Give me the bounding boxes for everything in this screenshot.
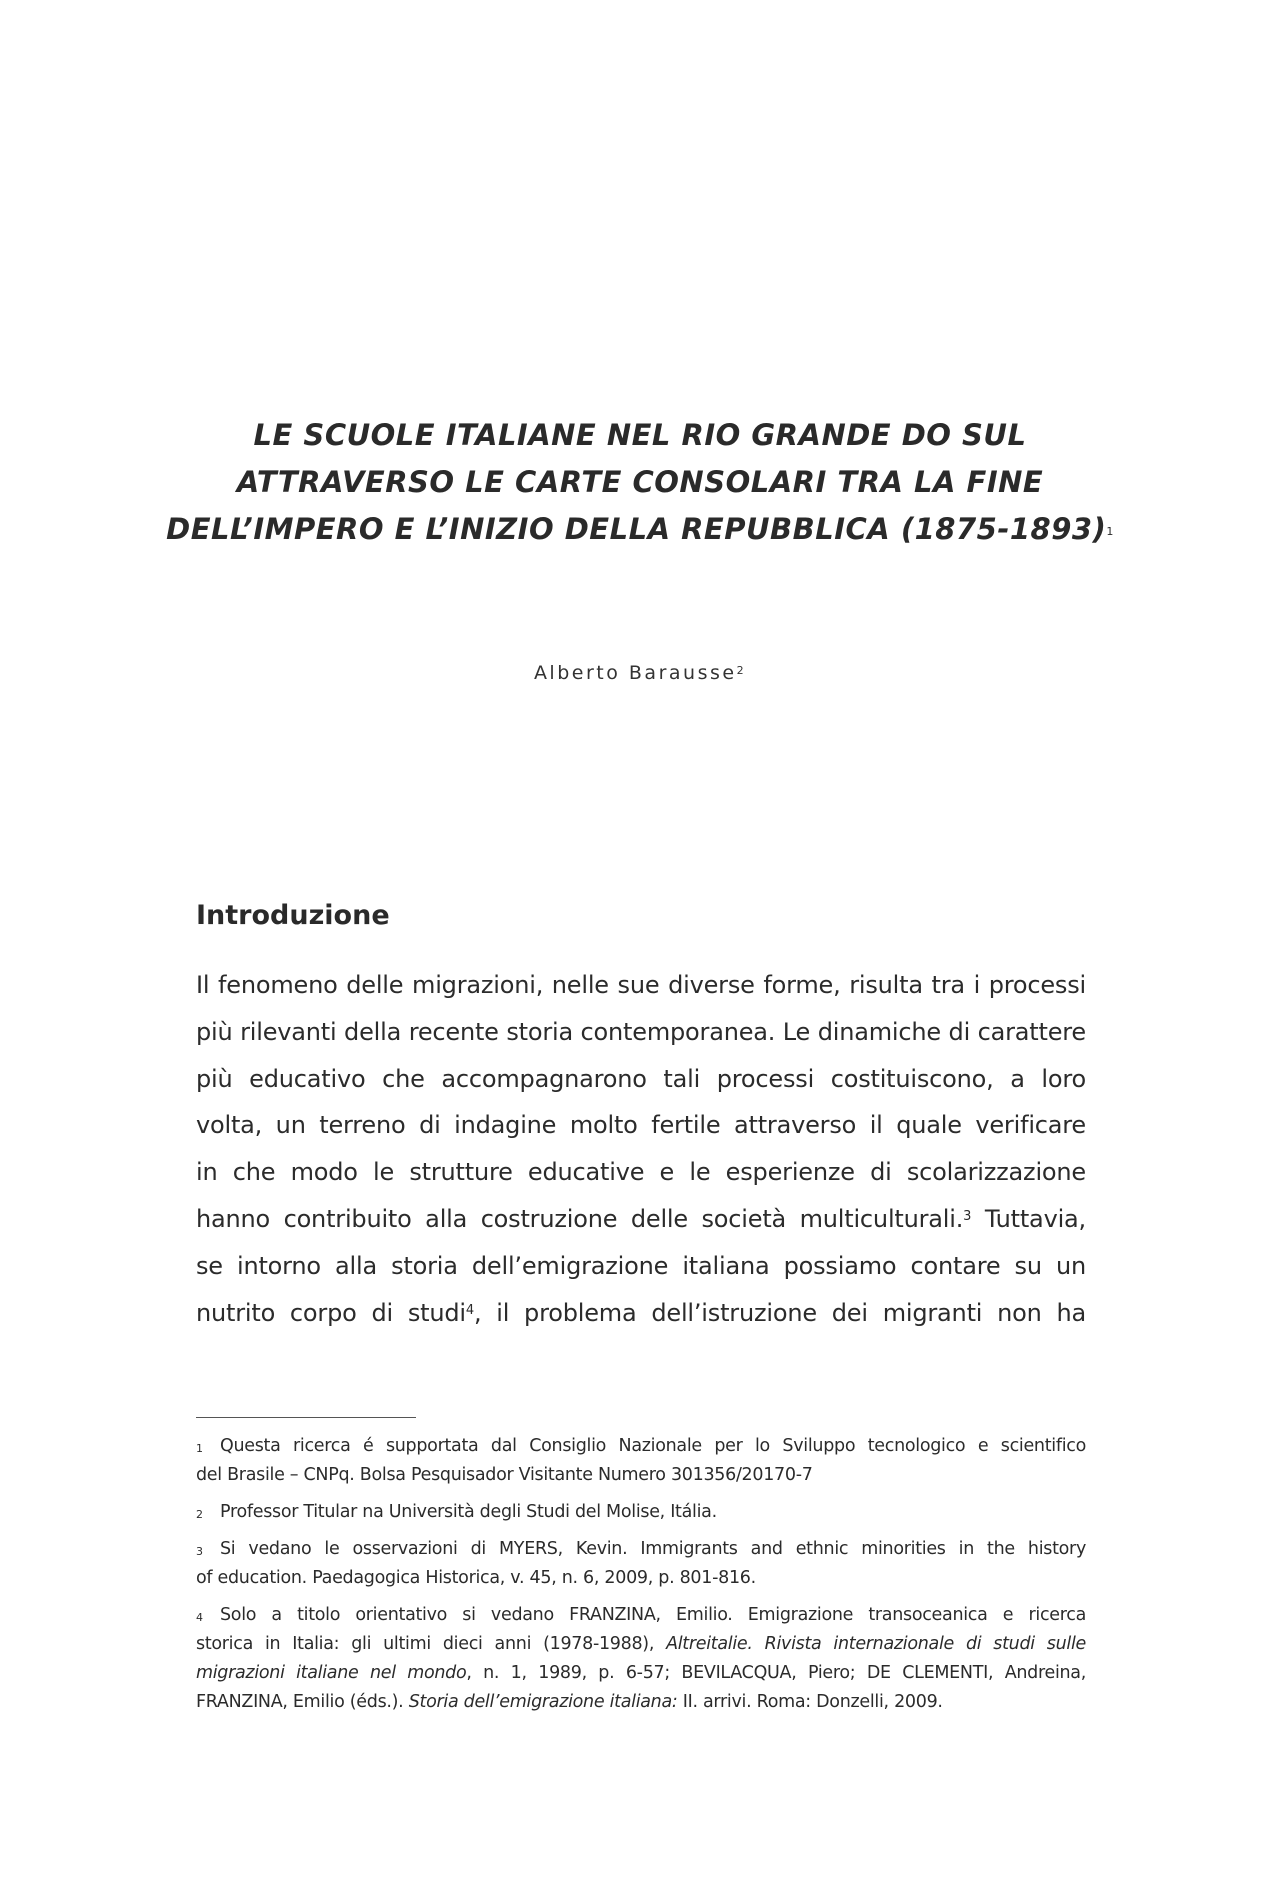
footnote-number: 3 xyxy=(196,1545,203,1558)
body-line-text: hanno contribuito alla costruzione delle società multiculturali. xyxy=(196,1204,964,1233)
body-line-text: nutrito corpo di studi xyxy=(196,1298,466,1327)
footnote-1 xyxy=(196,1432,1086,1490)
footnote-line: of education. Paedagogica Historica, v. 45, n. 6, 2009, p. 801-816. xyxy=(196,1568,756,1588)
title-line-1: LE SCUOLE ITALIANE NEL RIO GRANDE DO SUL xyxy=(253,418,1027,452)
footnote-italic-title: migrazioni italiane nel mondo xyxy=(196,1663,467,1683)
body-paragraph xyxy=(196,962,1086,1336)
footnote-number: 4 xyxy=(196,1611,203,1624)
footnote-3 xyxy=(196,1535,1086,1593)
footnote-ref-3[interactable]: 3 xyxy=(963,1208,972,1224)
title-footnote-marker[interactable]: 1 xyxy=(1106,525,1114,538)
body-line-text: , il problema dell’istruzione dei migranti non ha xyxy=(473,1298,1087,1327)
body-line: Il fenomeno delle migrazioni, nelle sue diverse forme, risulta tra i processi xyxy=(196,971,1086,999)
footnote-italic-title: Storia dell’emigrazione italiana: xyxy=(408,1692,678,1712)
footnote-text: Solo a titolo orientativo si vedano FRANZINA, Emilio. Emigrazione transoceanica e ricerca xyxy=(220,1605,1086,1625)
footnote-number: 1 xyxy=(196,1442,203,1455)
body-line-text: Tuttavia, xyxy=(984,1204,1086,1233)
footnote-text: Professor Titular na Università degli Studi del Molise, Itália. xyxy=(220,1502,717,1522)
footnote-line xyxy=(196,1630,1086,1659)
body-line xyxy=(196,1196,1086,1243)
footnote-text: Questa ricerca é supportata dal Consiglio Nazionale per lo Sviluppo tecnologico e scientifico xyxy=(220,1436,1086,1456)
author-name: Alberto Barausse xyxy=(533,662,737,684)
footnote-4 xyxy=(196,1601,1086,1717)
footnote-text: II. arrivi. Roma: Donzelli, 2009. xyxy=(682,1692,943,1712)
footnote-text: storica in Italia: gli ultimi dieci anni (1978-1988), xyxy=(196,1634,655,1654)
title-line-3-text: DELL’IMPERO E L’INIZIO DELLA REPUBBLICA (1875-1893) xyxy=(166,512,1107,546)
author-footnote-marker[interactable]: 2 xyxy=(736,664,747,677)
footnote-ref-4[interactable]: 4 xyxy=(465,1302,474,1318)
section-heading: Introduzione xyxy=(196,900,390,931)
author-byline xyxy=(340,662,940,684)
footnote-line xyxy=(196,1432,1086,1461)
article-title xyxy=(140,412,1140,553)
footnote-text: FRANZINA, Emilio (éds.). xyxy=(196,1692,404,1712)
body-line: se intorno alla storia dell’emigrazione italiana possiamo contare su un xyxy=(196,1251,1086,1280)
footnote-2 xyxy=(196,1498,1086,1527)
footnote-text: Si vedano le osservazioni di MYERS, Kevin. Immigrants and ethnic minorities in the history xyxy=(220,1539,1086,1559)
footnote-line xyxy=(196,1498,1086,1527)
footnote-text: , n. 1, 1989, p. 6-57; BEVILACQUA, Piero; DE CLEMENTI, Andreina, xyxy=(466,1663,1086,1683)
footnote-line xyxy=(196,1601,1086,1630)
footnote-line xyxy=(196,1535,1086,1564)
body-line: più rilevanti della recente storia contemporanea. Le dinamiche di carattere xyxy=(196,1017,1086,1046)
body-line: più educativo che accompagnarono tali processi costituiscono, a loro xyxy=(196,1064,1086,1093)
footnote-line xyxy=(196,1688,1086,1717)
footnote-italic-title: Altreitalie. Rivista internazionale di studi sulle xyxy=(666,1634,1087,1654)
footnote-number: 2 xyxy=(196,1508,203,1521)
footnote-line: del Brasile – CNPq. Bolsa Pesquisador Visitante Numero 301356/20170-7 xyxy=(196,1465,813,1485)
body-line xyxy=(196,1290,1086,1337)
body-line: volta, un terreno di indagine molto fertile attraverso il quale verificare xyxy=(196,1111,1086,1140)
body-line: in che modo le strutture educative e le esperienze di scolarizzazione xyxy=(196,1158,1086,1187)
footnotes xyxy=(196,1432,1086,1725)
title-line-2: ATTRAVERSO LE CARTE CONSOLARI TRA LA FINE xyxy=(236,465,1044,499)
footnote-divider xyxy=(196,1417,416,1418)
footnote-line xyxy=(196,1659,1086,1688)
title-line-3 xyxy=(140,506,1140,553)
